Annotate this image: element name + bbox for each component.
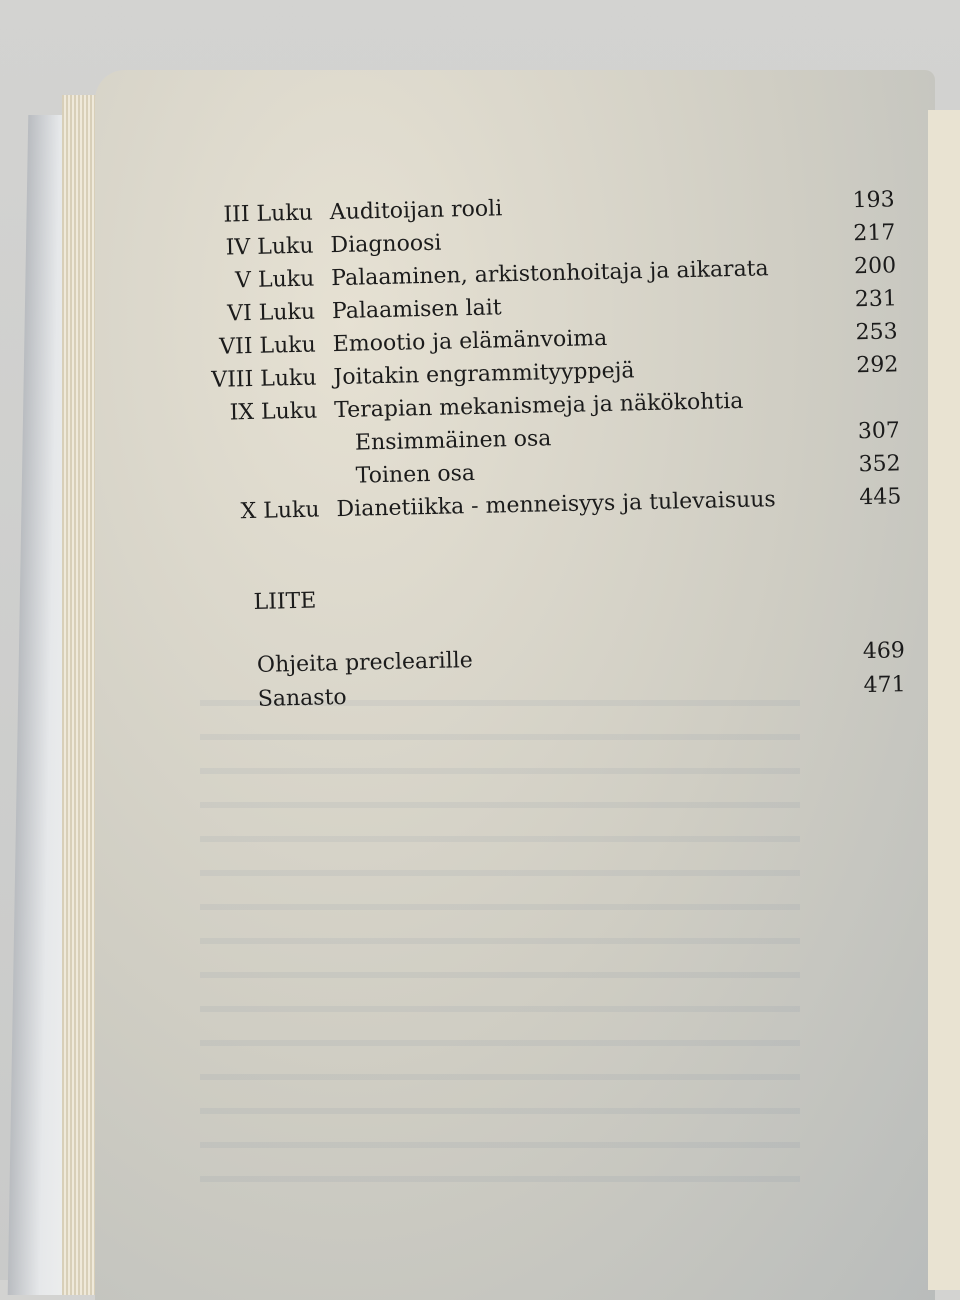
chapter-label: X Luku xyxy=(240,497,320,525)
appendix-title: Ohjeita preclearille xyxy=(256,648,474,678)
chapter-label: III Luku xyxy=(223,200,314,228)
chapter-label: IV Luku xyxy=(225,233,314,261)
chapter-label: VII Luku xyxy=(218,332,317,360)
page-number: 352 xyxy=(858,451,901,478)
appendix-title: Sanasto xyxy=(257,684,347,712)
chapter-title: Joitakin engrammityyppejä xyxy=(333,358,635,391)
page-number: 253 xyxy=(855,319,898,346)
chapter-title: Auditoijan rooli xyxy=(329,196,503,226)
appendix-heading: LIITE xyxy=(253,588,317,615)
page-number: 292 xyxy=(856,352,899,379)
section-title: Toinen osa xyxy=(355,460,476,489)
chapter-label: VIII Luku xyxy=(211,365,317,393)
chapter-label: V Luku xyxy=(234,266,315,294)
chapter-label: IX Luku xyxy=(229,398,318,426)
page-number: 200 xyxy=(853,253,897,280)
page-number: 469 xyxy=(862,638,906,665)
page-number: 307 xyxy=(857,418,901,445)
chapter-title: Emootio ja elämänvoima xyxy=(332,325,608,358)
chapter-title: Diagnoosi xyxy=(330,230,442,259)
page-number: 193 xyxy=(852,187,895,214)
page-number: 445 xyxy=(859,484,902,511)
page-number: 471 xyxy=(863,672,906,699)
page-number: 231 xyxy=(854,286,898,313)
chapter-title: Palaamisen lait xyxy=(331,295,502,325)
page-number: 217 xyxy=(853,220,896,247)
section-title: Ensimmäinen osa xyxy=(354,426,552,456)
chapter-title: Terapian mekanismeja ja näkökohtia xyxy=(333,388,744,424)
chapter-title: Palaaminen, arkistonhoitaja ja aikarata xyxy=(330,256,769,292)
chapter-title: Dianetiikka - menneisyys ja tulevaisuus xyxy=(336,487,776,523)
chapter-label: VI Luku xyxy=(226,299,316,327)
